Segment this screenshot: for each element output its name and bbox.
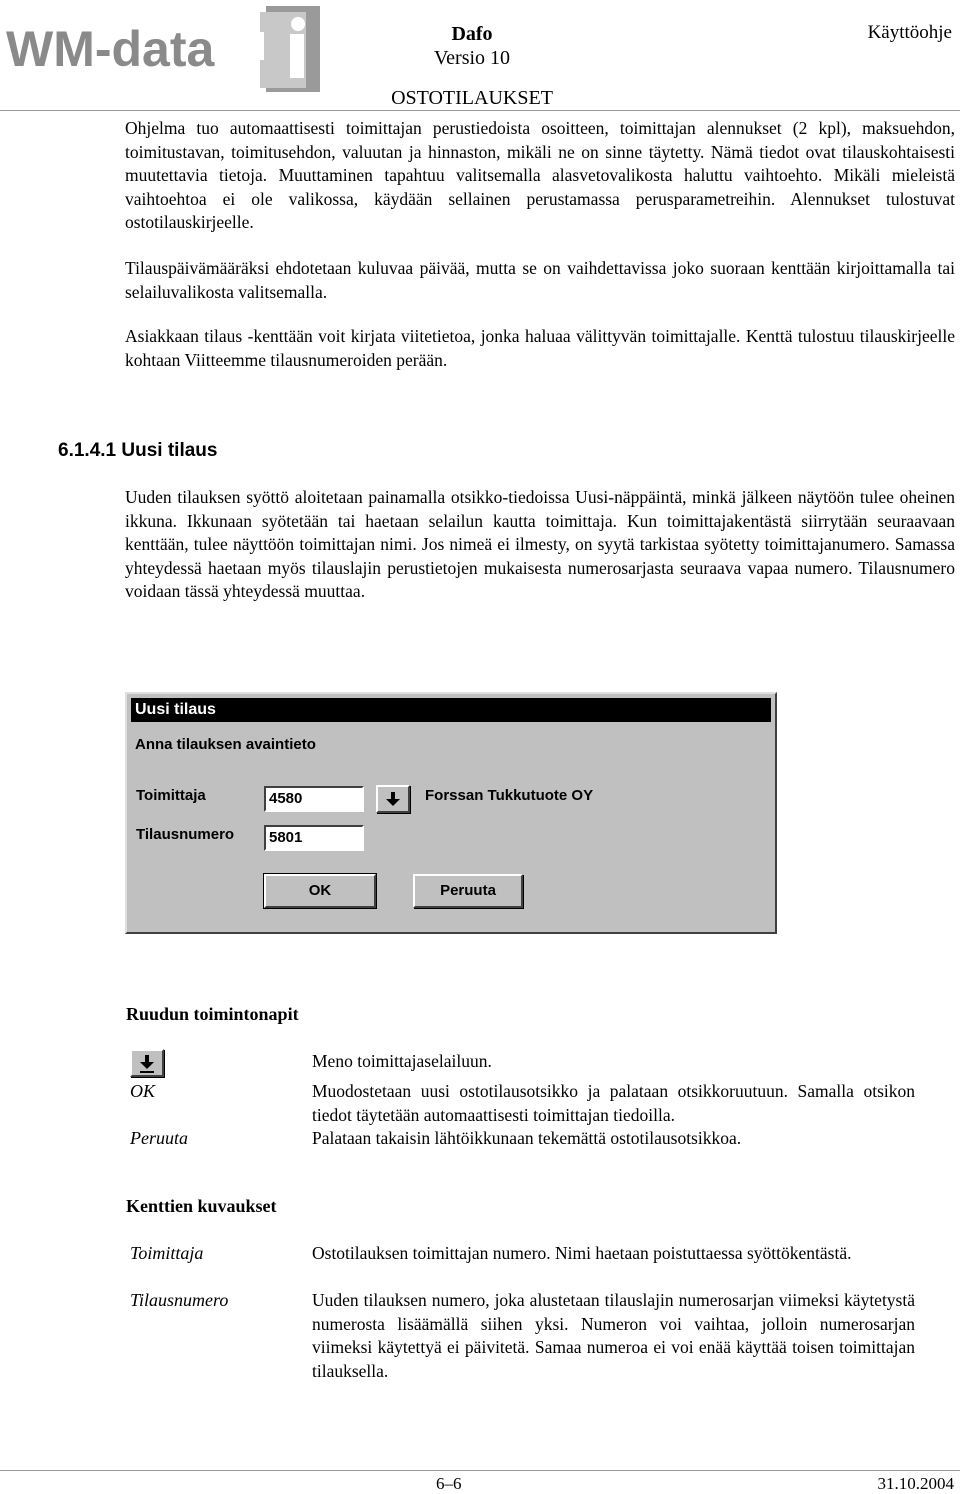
buttons-section-heading: Ruudun toimintonapit [126, 1004, 299, 1024]
new-order-dialog [125, 692, 777, 934]
field-desc-order-number: Uuden tilauksen numero, joka alustetaan tilauslajin numerosarjan viimeksi käytetystä numerosta lisäämällä siihen yksi. Numeron voi vaihtaa, jolloin numerosarjan viimeksi käytettyä ei päivitetä. Samaa numeroa ei voi enää käyttää toisen toimittajan tilauksella. [312, 1290, 915, 1381]
down-arrow-icon [378, 787, 408, 811]
button-desc-cancel: Palataan takaisin lähtöikkunaan tekemättä ostotilausotsikkoa. [312, 1128, 742, 1148]
header-product: Dafo [451, 23, 493, 45]
field-term-supplier: Toimittaja [130, 1243, 204, 1263]
header-version: Versio 10 [433, 47, 511, 69]
intro-paragraph-3: Asiakkaan tilaus -kenttään voit kirjata viitetietoa, jonka haluaa välittyvän toimittajalle. Kenttä tulostuu tilauskirjeelle kohtaan Viitteemme tilausnumeroiden perään. [125, 326, 955, 370]
header-doc-type: Käyttöohje [867, 22, 952, 43]
order-number-label: Tilausnumero [136, 826, 235, 843]
section-heading: 6.1.4.1 Uusi tilaus [58, 440, 218, 461]
ok-button[interactable]: OK [264, 874, 376, 908]
button-term-cancel: Peruuta [130, 1128, 188, 1148]
supplier-input[interactable]: 4580 [264, 786, 364, 812]
section-paragraph: Uuden tilauksen syöttö aloitetaan painamalla otsikko-tiedoissa Uusi-näppäintä, minkä jälkeen näytöön tulee oheinen ikkuna. Ikkunaan syötetään tai haetaan selailun kautta toimittaja. Kun toimittajakentästä siirrytään seuraavaan kenttään, tulee näyttöön toimittajan nimi. Jos nimeä ei ilmesty, on syytä tarkistaa syötetty toimittajanumero. Samassa yhteydessä haetaan myös tilauslajin perustietojen mukaisesta numerosarjasta seuraava vapaa numero. Tilausnumero voidaan tässä yhteydessä muuttaa. [125, 487, 955, 601]
supplier-name: Forssan Tukkutuote OY [425, 787, 594, 804]
fields-section-heading: Kenttien kuvaukset [126, 1196, 277, 1216]
header-section: OSTOTILAUKSET [391, 87, 553, 109]
down-arrow-icon [132, 1051, 162, 1075]
header-divider [0, 110, 960, 111]
dialog-title-bar: Uusi tilaus [131, 698, 771, 722]
wm-data-logo [4, 2, 322, 96]
button-term-ok: OK [130, 1081, 156, 1101]
field-desc-supplier: Ostotilauksen toimittajan numero. Nimi haetaan poistuttaessa syöttökentästä. [312, 1243, 852, 1263]
supplier-browse-button[interactable] [376, 785, 410, 813]
supplier-label: Toimittaja [136, 787, 206, 804]
cancel-button[interactable]: Peruuta [413, 874, 523, 908]
field-term-order-number: Tilausnumero [130, 1290, 229, 1310]
button-desc-ok: Muodostetaan uusi ostotilausotsikko ja palataan otsikkoruutuun. Samalla otsikon tiedot täytetään automaattisesti toimittajan tiedoilla. [312, 1081, 915, 1125]
browse-button-sample [130, 1049, 164, 1077]
button-desc-browse: Meno toimittajaselailuun. [312, 1051, 492, 1071]
intro-paragraph-1: Ohjelma tuo automaattisesti toimittajan perustiedoista osoitteen, toimittajan alennukset (2 kpl), maksuehdon, toimitustavan, toimitusehdon, valuutan ja hinnaston, mikäli ne on sinne täytetty. Nämä tiedot ovat tilauskohtaisesti muutettavia tietoja. Muuttaminen tapahtuu valitsemalla alasvetovalikosta haluttu vaihtoehto. Mikäli mieleistä vaihtoehtoa ei ole valikossa, käydään sellainen perustamassa perusparametreihin. Alennukset tulostuvat ostotilauskirjeelle. [125, 118, 955, 232]
footer-date: 31.10.2004 [877, 1474, 954, 1493]
logo-text: WM-data [6, 21, 215, 77]
footer-divider [0, 1470, 960, 1471]
footer-page-number: 6–6 [436, 1474, 462, 1493]
dialog-prompt: Anna tilauksen avaintieto [135, 736, 316, 753]
intro-paragraph-2: Tilauspäivämääräksi ehdotetaan kuluvaa päivää, mutta se on vaihdettavissa joko suoraan kenttään kirjoittamalla tai selailuvalikosta valitsemalla. [125, 258, 955, 302]
logo-graphic [4, 2, 322, 96]
order-number-input[interactable]: 5801 [264, 825, 364, 851]
